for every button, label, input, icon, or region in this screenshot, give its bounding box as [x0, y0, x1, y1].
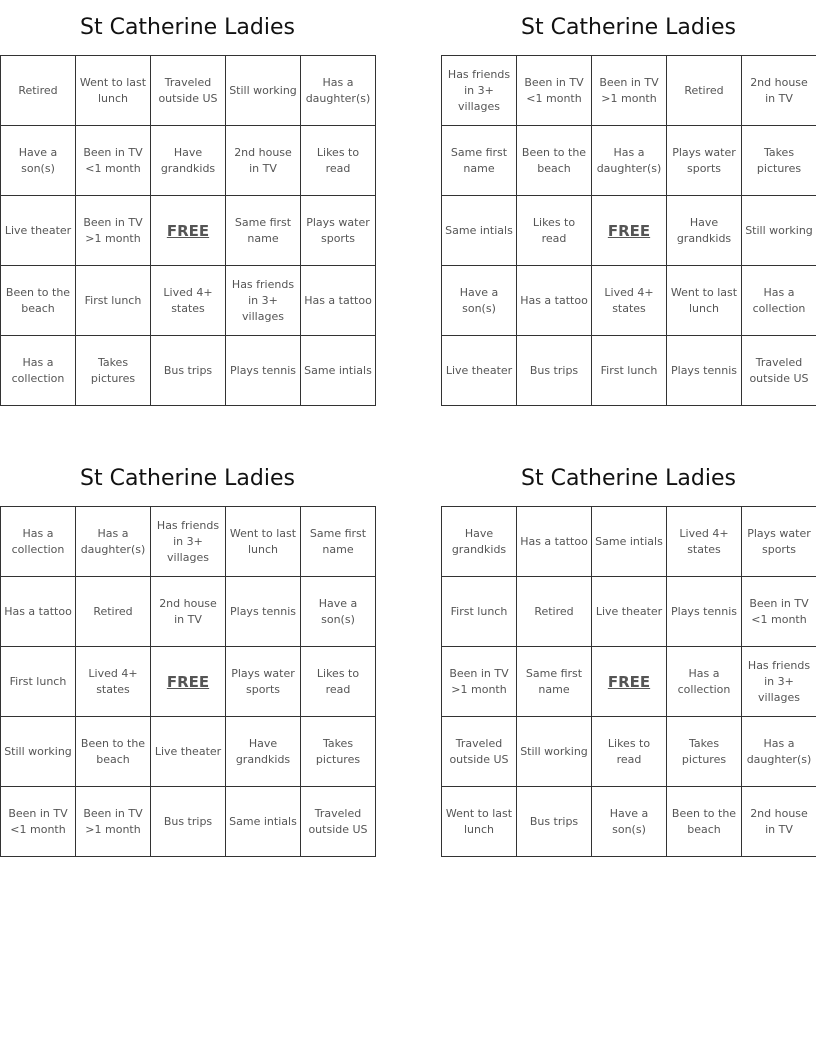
bingo-cell: Has a tattoo: [1, 577, 76, 647]
bingo-cell: Been in TV <1 month: [1, 787, 76, 857]
free-space-cell: FREE: [151, 647, 226, 717]
bingo-cell: Has a daughter(s): [592, 126, 667, 196]
card-title: St Catherine Ladies: [80, 466, 295, 491]
bingo-grid: [441, 506, 816, 857]
bingo-card-1: [0, 0, 375, 406]
free-space-cell: FREE: [151, 196, 226, 266]
bingo-cell: 2nd house in TV: [226, 126, 301, 196]
bingo-grid: [0, 506, 376, 857]
bingo-cell: Has a collection: [667, 647, 742, 717]
bingo-cell: Retired: [1, 56, 76, 126]
bingo-cell: Been to the beach: [667, 787, 742, 857]
bingo-cell: Have grandkids: [226, 717, 301, 787]
bingo-cell: Same first name: [226, 196, 301, 266]
bingo-cell: Same first name: [442, 126, 517, 196]
bingo-cell: Been in TV >1 month: [76, 787, 151, 857]
bingo-cell: Takes pictures: [76, 336, 151, 406]
bingo-cell: Went to last lunch: [667, 266, 742, 336]
bingo-cell: Same first name: [517, 647, 592, 717]
bingo-cell: Same intials: [226, 787, 301, 857]
bingo-cell: Has a collection: [1, 507, 76, 577]
bingo-cell: Have grandkids: [667, 196, 742, 266]
bingo-cell: Still working: [517, 717, 592, 787]
bingo-cell: Traveled outside US: [442, 717, 517, 787]
bingo-cell: Traveled outside US: [742, 336, 816, 406]
bingo-cell: Lived 4+ states: [151, 266, 226, 336]
card-title: St Catherine Ladies: [521, 466, 736, 491]
bingo-cell: Traveled outside US: [301, 787, 376, 857]
bingo-cell: Have grandkids: [151, 126, 226, 196]
bingo-cell: Bus trips: [151, 336, 226, 406]
bingo-cell: First lunch: [76, 266, 151, 336]
bingo-cell: Lived 4+ states: [76, 647, 151, 717]
bingo-cell: Has a tattoo: [517, 266, 592, 336]
bingo-cell: Live theater: [442, 336, 517, 406]
bingo-cell: Been to the beach: [76, 717, 151, 787]
bingo-cell: Takes pictures: [301, 717, 376, 787]
bingo-cell: Live theater: [592, 577, 667, 647]
bingo-cell: Went to last lunch: [442, 787, 517, 857]
bingo-card-4: [441, 451, 816, 857]
bingo-cell: Same intials: [301, 336, 376, 406]
free-space-cell: FREE: [592, 196, 667, 266]
bingo-grid: [441, 55, 816, 406]
bingo-cell: Traveled outside US: [151, 56, 226, 126]
bingo-cell: 2nd house in TV: [742, 787, 816, 857]
bingo-grid: [0, 55, 376, 406]
bingo-cell: First lunch: [442, 577, 517, 647]
bingo-cell: Takes pictures: [742, 126, 816, 196]
bingo-cell: Plays water sports: [226, 647, 301, 717]
bingo-cell: Likes to read: [301, 126, 376, 196]
bingo-cell: Same first name: [301, 507, 376, 577]
bingo-cell: Have a son(s): [442, 266, 517, 336]
bingo-cell: Went to last lunch: [76, 56, 151, 126]
bingo-cell: Been to the beach: [1, 266, 76, 336]
bingo-cell: Same intials: [592, 507, 667, 577]
bingo-cell: Plays water sports: [667, 126, 742, 196]
bingo-cell: Has a daughter(s): [742, 717, 816, 787]
bingo-cell: Still working: [742, 196, 816, 266]
bingo-cell: Plays tennis: [226, 577, 301, 647]
bingo-cell: Been in TV <1 month: [517, 56, 592, 126]
bingo-cell: Likes to read: [301, 647, 376, 717]
free-space-cell: FREE: [592, 647, 667, 717]
bingo-cell: Has a tattoo: [301, 266, 376, 336]
bingo-cell: Has friends in 3+ villages: [151, 507, 226, 577]
bingo-cell: Have grandkids: [442, 507, 517, 577]
bingo-cell: Retired: [667, 56, 742, 126]
bingo-cell: Retired: [76, 577, 151, 647]
bingo-cell: Have a son(s): [1, 126, 76, 196]
bingo-cell: Has a collection: [742, 266, 816, 336]
bingo-cell: Lived 4+ states: [592, 266, 667, 336]
bingo-cell: Has friends in 3+ villages: [226, 266, 301, 336]
bingo-cell: Have a son(s): [592, 787, 667, 857]
bingo-cell: Likes to read: [592, 717, 667, 787]
card-title: St Catherine Ladies: [521, 15, 736, 40]
bingo-cell: First lunch: [1, 647, 76, 717]
bingo-cell: Still working: [226, 56, 301, 126]
bingo-cell: Live theater: [1, 196, 76, 266]
bingo-cell: 2nd house in TV: [742, 56, 816, 126]
bingo-cell: Plays water sports: [301, 196, 376, 266]
bingo-cell: Takes pictures: [667, 717, 742, 787]
bingo-cell: Plays tennis: [667, 577, 742, 647]
bingo-cell: Same intials: [442, 196, 517, 266]
bingo-cell: Has friends in 3+ villages: [742, 647, 816, 717]
bingo-cell: Been in TV <1 month: [76, 126, 151, 196]
bingo-cell: Has a daughter(s): [301, 56, 376, 126]
bingo-cell: Bus trips: [151, 787, 226, 857]
bingo-cell: Still working: [1, 717, 76, 787]
bingo-cell: Been in TV >1 month: [442, 647, 517, 717]
bingo-cell: Plays tennis: [226, 336, 301, 406]
bingo-cell: Has friends in 3+ villages: [442, 56, 517, 126]
bingo-cell: Been in TV >1 month: [76, 196, 151, 266]
bingo-cell: Retired: [517, 577, 592, 647]
bingo-cell: First lunch: [592, 336, 667, 406]
bingo-card-2: [441, 0, 816, 406]
bingo-cell: Lived 4+ states: [667, 507, 742, 577]
bingo-cell: Has a tattoo: [517, 507, 592, 577]
bingo-cell: Been in TV >1 month: [592, 56, 667, 126]
bingo-cell: Went to last lunch: [226, 507, 301, 577]
bingo-cell: Bus trips: [517, 336, 592, 406]
bingo-cell: Has a collection: [1, 336, 76, 406]
bingo-cell: Plays water sports: [742, 507, 816, 577]
bingo-cell: Have a son(s): [301, 577, 376, 647]
bingo-cell: Has a daughter(s): [76, 507, 151, 577]
bingo-cell: Plays tennis: [667, 336, 742, 406]
bingo-cell: 2nd house in TV: [151, 577, 226, 647]
bingo-cell: Been to the beach: [517, 126, 592, 196]
bingo-cell: Likes to read: [517, 196, 592, 266]
bingo-cell: Live theater: [151, 717, 226, 787]
card-title: St Catherine Ladies: [80, 15, 295, 40]
bingo-cell: Bus trips: [517, 787, 592, 857]
bingo-cell: Been in TV <1 month: [742, 577, 816, 647]
bingo-card-3: [0, 451, 375, 857]
